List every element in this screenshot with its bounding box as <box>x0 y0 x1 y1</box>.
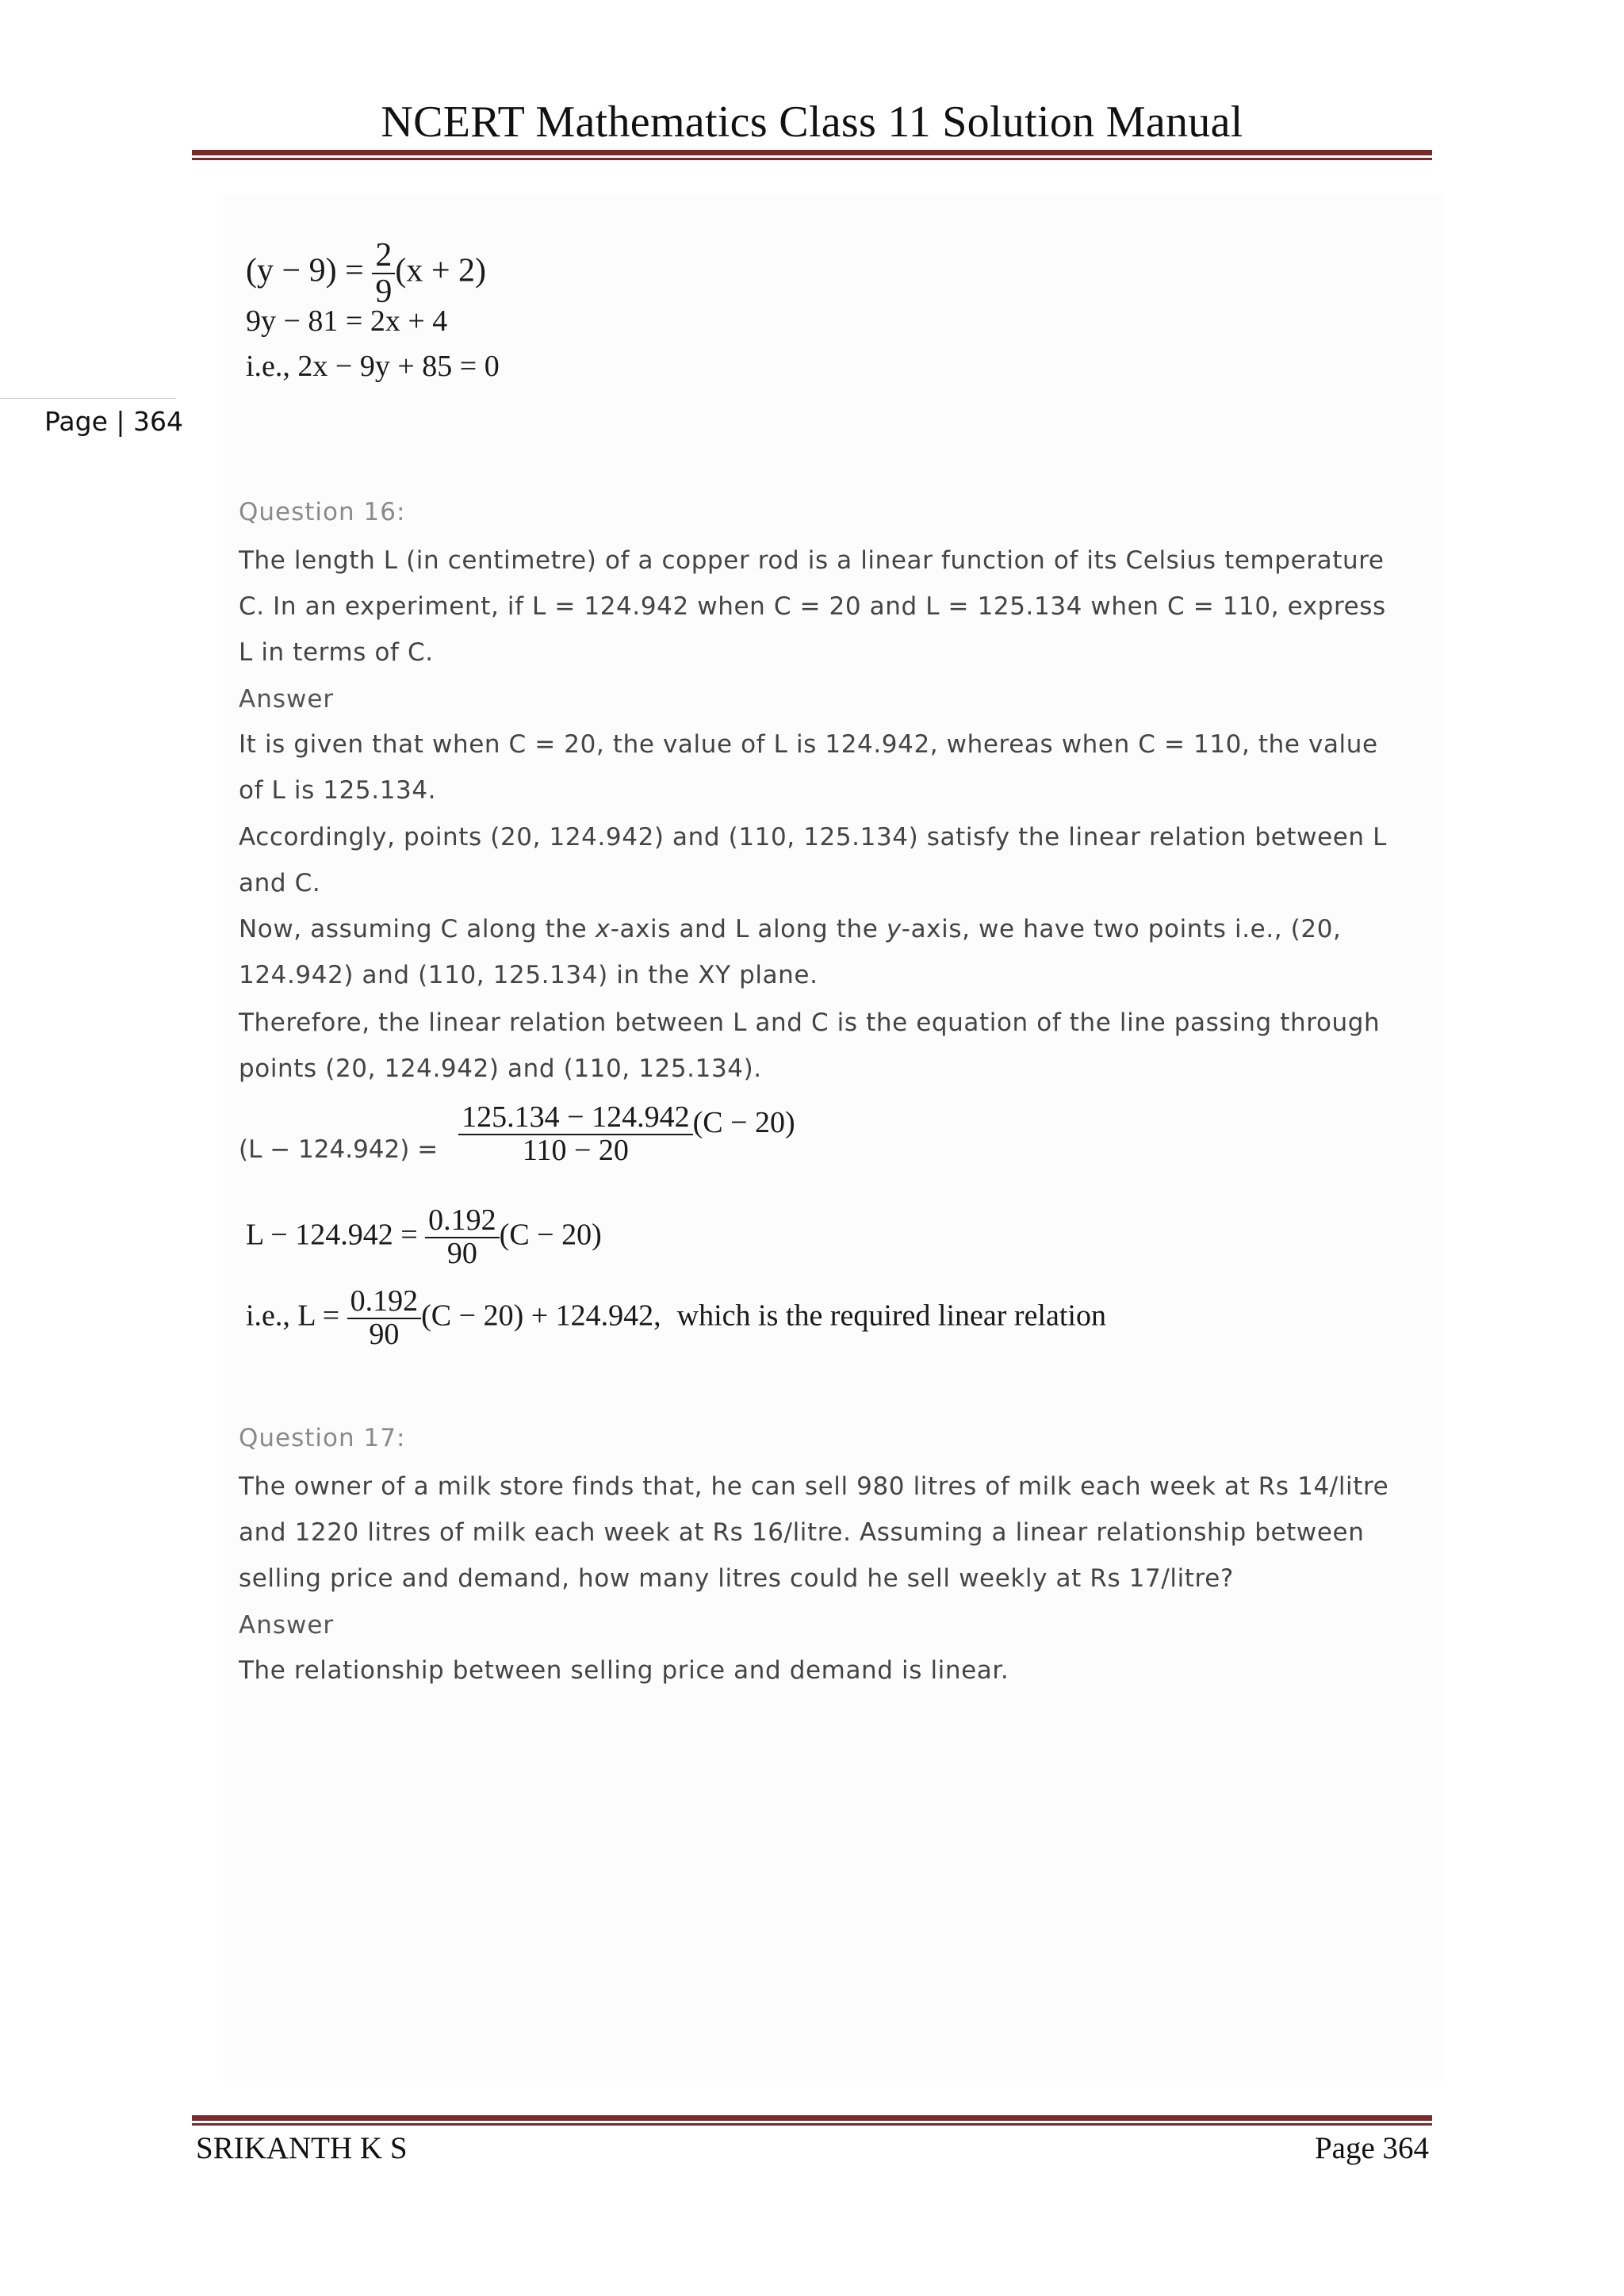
header-rule-thin <box>192 158 1432 160</box>
footer-page-number: Page 364 <box>1314 2131 1429 2165</box>
fraction <box>458 1102 692 1167</box>
fraction <box>347 1286 422 1351</box>
p3-x: x <box>595 915 611 943</box>
eq-rhs: (C − 20) <box>692 1105 795 1139</box>
footer-rule-thin <box>192 2123 1432 2126</box>
margin-divider <box>0 398 176 399</box>
p3-part-b: -axis and L along the <box>610 915 887 943</box>
page-header-title: NCERT Mathematics Class 11 Solution Manual <box>381 98 1243 147</box>
header-rule-thick <box>192 150 1432 155</box>
question-16-label: Question 16: <box>239 498 406 526</box>
equation-16-slope <box>239 1102 795 1167</box>
margin-page-number: Page | 364 <box>44 406 183 437</box>
eq-rhs: (C − 20) + 124.942, <box>421 1299 661 1333</box>
equation-final: i.e., 2x − 9y + 85 = 0 <box>246 350 500 383</box>
fraction-denominator: 90 <box>446 1236 477 1270</box>
equation-point-slope <box>246 238 486 309</box>
answer-16-paragraph-3 <box>239 906 1396 998</box>
eq-rhs: (x + 2) <box>395 252 487 289</box>
question-17-text: The owner of a milk store finds that, he can sell 980 litres of milk each week at Rs 14/litre and 1220 litres of milk each week at Rs 16/litre. Assuming a linear relationship between selling price and demand, how many litres could he sell weekly at Rs 17/litre? <box>239 1472 1389 1593</box>
fraction-numerator: 0.192 <box>425 1205 500 1238</box>
fraction <box>425 1205 500 1270</box>
eq-rhs: (C − 20) <box>499 1218 602 1252</box>
eq-lhs: L − 124.942 = <box>246 1218 426 1252</box>
answer-17-label: Answer <box>239 1611 335 1640</box>
fraction <box>372 238 395 309</box>
footer-author: SRIKANTH K S <box>196 2131 408 2165</box>
fraction-denominator: 9 <box>375 274 393 311</box>
answer-16-paragraph-2: Accordingly, points (20, 124.942) and (110, 125.134) satisfy the linear relation between L and C. <box>239 823 1388 897</box>
p3-part-c: -axis, we have two points i.e., (20, 124.942) and (110, 125.134) in the XY plane. <box>239 915 1342 989</box>
question-17-label: Question 17: <box>239 1424 406 1452</box>
equation-16-result <box>246 1286 1106 1351</box>
fraction-numerator: 125.134 − 124.942 <box>458 1102 692 1135</box>
question-16-text: The length L (in centimetre) of a copper rod is a linear function of its Celsius temperature C. In an experiment, if L = 124.942 when C = 20 and L = 125.134 when C = 110, express L in terms of C. <box>239 546 1386 667</box>
answer-17-paragraph-1: The relationship between selling price and demand is linear. <box>239 1656 1009 1685</box>
answer-16-label: Answer <box>239 685 335 714</box>
answer-16-paragraph-1: It is given that when C = 20, the value of L is 124.942, whereas when C = 110, the value of L is 125.134. <box>239 730 1378 805</box>
footer-rule-thick <box>192 2115 1432 2121</box>
answer-16-paragraph-4: Therefore, the linear relation between L and C is the equation of the line passing through points (20, 124.942) and (110, 125.134). <box>239 1008 1381 1083</box>
fraction-denominator: 90 <box>369 1317 400 1351</box>
fraction-denominator: 110 − 20 <box>522 1133 629 1167</box>
eq-lhs: i.e., L = <box>246 1299 347 1333</box>
eq-lhs: (L − 124.942) = <box>239 1135 439 1164</box>
equation-expanded: 9y − 81 = 2x + 4 <box>246 304 448 338</box>
p3-part-a: Now, assuming C along the <box>239 915 596 943</box>
fraction-numerator: 2 <box>372 238 395 274</box>
eq-lhs: (y − 9) = <box>246 252 373 289</box>
fraction-numerator: 0.192 <box>347 1286 422 1319</box>
equation-16-step-2 <box>246 1205 602 1270</box>
eq-tail: which is the required linear relation <box>676 1299 1106 1333</box>
p3-y: y <box>886 915 902 943</box>
